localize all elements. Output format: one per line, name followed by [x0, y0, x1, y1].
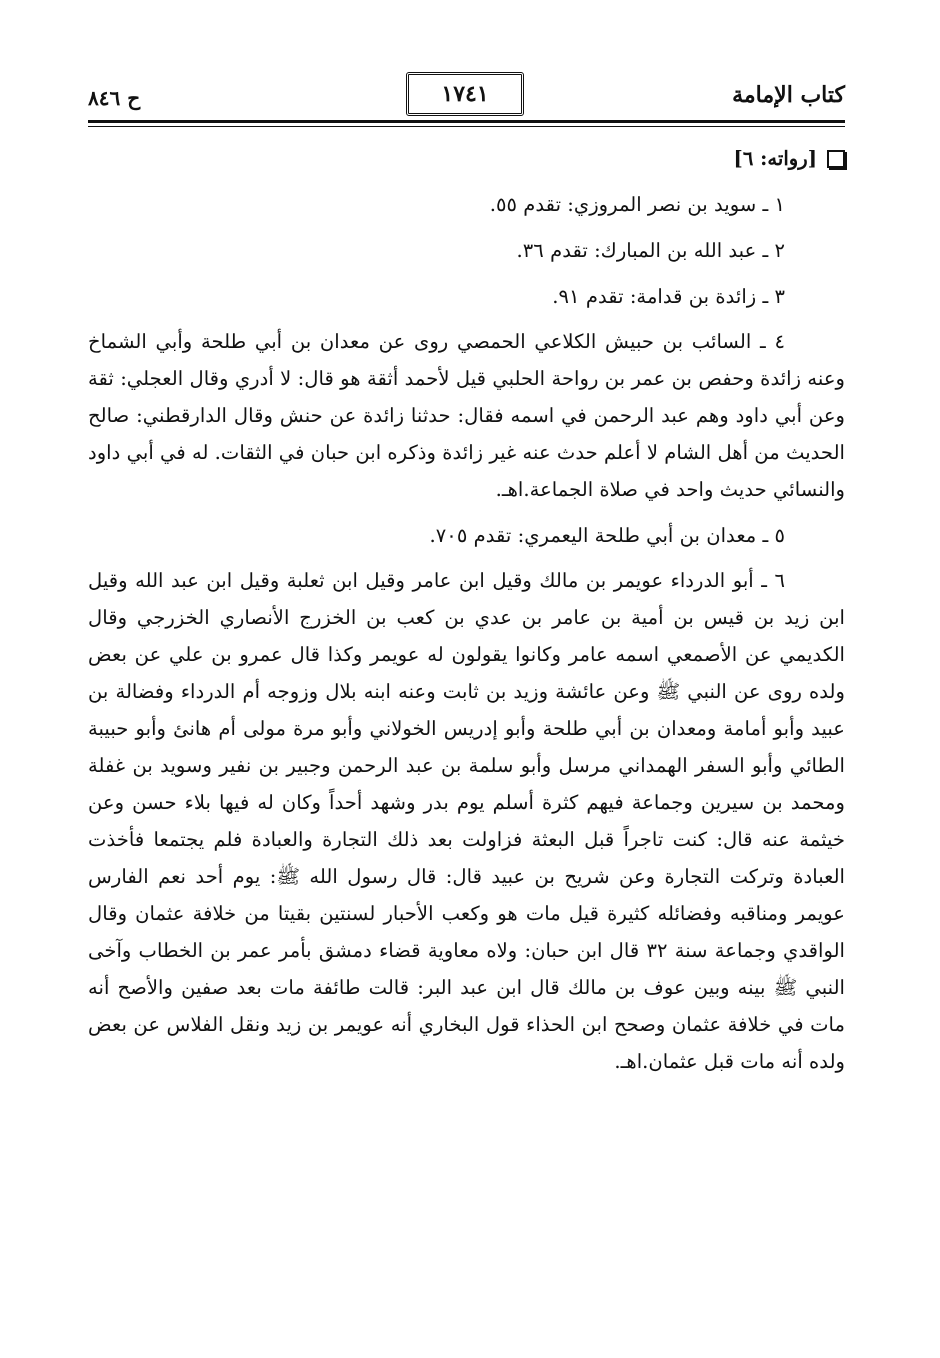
- header-divider: [88, 120, 845, 123]
- section-heading-text: [رواته: ٦]: [733, 147, 817, 170]
- narrator-paragraph-4: ٤ ـ السائب بن حبيش الكلاعي الحمصي روى عن معدان بن أبي طلحة وأبي الشماخ وعنه زائدة وحفص بن عمر بن رواحة الحلبي قيل لأحمد أثقة هو قال: لا أدري وقال العجلي: ثقة وعن أبي داود وهم عبد الرحمن في اسمه فقال: حدثنا زائدة عن حنش وقال الدارقطني: صالح الحديث من أهل الشام لا أعلم حدث عنه غير زائدة وذكره ابن حبان في الثقات. له في أبي داود والنسائي حديث واحد في صلاة الجماعة.اهـ.: [88, 330, 845, 501]
- narrator-item-1: ١ ـ سويد بن نصر المروزي: تقدم ٥٥.: [489, 193, 785, 216]
- narrator-paragraph-6: ٦ ـ أبو الدرداء عويمر بن مالك وقيل ابن عامر وقيل ابن ثعلبة وقيل ابن عبد الله وقيل ابن زيد بن قيس بن أمية بن عامر بن عدي بن كعب بن الخزرج الأنصاري الخزرجي وقال الكديمي عن الأصمعي اسمه عامر وكانوا يقولون له عويمر وكذا قال عمرو بن علي عن بعض ولده روى عن النبي ﷺ وعن عائشة وزيد بن ثابت وعنه ابنه بلال وزوجه أم الدرداء وفضالة بن عبيد وأبو أمامة ومعدان بن أبي طلحة وأبو إدريس الخولاني وأبو مرة مولى أم هانئ وأبو حبيبة الطائي وأبو السفر الهمداني مرسل وأبو سلمة بن عبد الرحمن وجبير بن نفير وسويد بن غفلة ومحمد بن سيرين وجماعة فيهم كثرة أسلم يوم بدر وشهد أحداً وكان له فيها بلاء حسن وعن خيثمة عنه قال: كنت تاجراً قبل البعثة فزاولت بعد ذلك التجارة والعبادة فلم يجتمعا فأخذت العبادة وتركت التجارة وعن شريح بن عبيد قال: قال رسول الله ﷺ: يوم أحد نعم الفارس عويمر ومناقبه وفضائله كثيرة قيل مات هو وكعب الأحبار لسنتين بقيتا من خلافة عثمان وقال الواقدي وجماعة سنة ٣٢ قال ابن حبان: ولاه معاوية قضاء دمشق بأمر عمر بن الخطاب وآخى النبي ﷺ بينه وبين عوف بن مالك قال ابن عبد البر: قالت طائفة مات بعد صفين والأصح أنه مات في خلافة عثمان وصحح ابن الحذاء قول البخاري أنه عويمر بن زيد ونقل الفلاس عن بعض ولده أنه مات قبل عثمان.اهـ.: [88, 569, 845, 1073]
- section-heading: [88, 140, 845, 177]
- page-header: [88, 72, 845, 118]
- narrator-item-5: ٥ ـ معدان بن أبي طلحة اليعمري: تقدم ٧٠٥.: [429, 524, 785, 547]
- hadith-reference: ح ٨٤٦: [88, 86, 141, 110]
- header-divider-thin: [88, 126, 845, 127]
- narrator-item-2: ٢ ـ عبد الله بن المبارك: تقدم ٣٦.: [516, 239, 785, 262]
- page-number: ١٧٤١: [406, 72, 524, 116]
- checkbox-icon: [827, 150, 845, 168]
- book-title: كتاب الإمامة: [732, 82, 845, 108]
- narrator-item-3: ٣ ـ زائدة بن قدامة: تقدم ٩١.: [552, 285, 785, 308]
- page-body: [88, 140, 845, 1080]
